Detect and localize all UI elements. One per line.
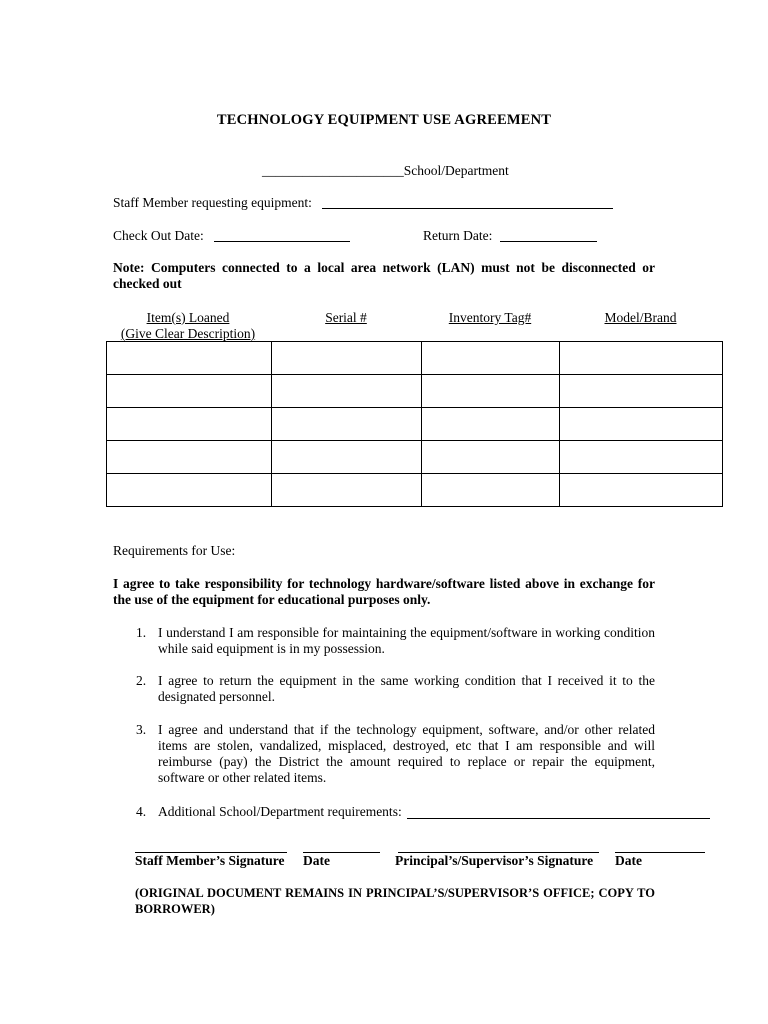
staff-signature-label: Staff Member’s Signature <box>135 853 285 868</box>
return-date-label: Return Date: <box>423 228 493 243</box>
agreement-statement: I agree to take responsibility for technology hardware/software listed above in exchange for the use of the equipment for educational purposes only. <box>113 576 655 607</box>
checkout-date-field[interactable] <box>214 229 350 242</box>
table-cell[interactable] <box>560 375 723 408</box>
staff-member-row <box>113 195 312 211</box>
school-department-label: School/Department <box>403 163 509 178</box>
table-cell[interactable] <box>107 408 272 441</box>
table-cell[interactable] <box>272 342 422 375</box>
school-department-line <box>262 163 509 179</box>
principal-date-label: Date <box>615 853 642 868</box>
table-row <box>107 408 723 441</box>
staff-member-field[interactable] <box>322 196 613 209</box>
table-cell[interactable] <box>272 408 422 441</box>
additional-requirements-field[interactable] <box>407 806 710 819</box>
table-cell[interactable] <box>560 441 723 474</box>
table-cell[interactable] <box>107 441 272 474</box>
equipment-table <box>106 341 723 507</box>
table-cell[interactable] <box>422 474 560 507</box>
lan-note: Note: Computers connected to a local area network (LAN) must not be disconnected or checked out <box>113 260 655 291</box>
staff-date-label: Date <box>303 853 330 868</box>
column-header-model-brand: Model/Brand <box>604 310 677 325</box>
document-footer-note: (ORIGINAL DOCUMENT REMAINS IN PRINCIPAL’S/SUPERVISOR’S OFFICE; COPY TO BORROWER) <box>135 886 655 916</box>
checkout-date-label: Check Out Date: <box>113 228 204 243</box>
return-date-field[interactable] <box>500 229 597 242</box>
staff-member-label: Staff Member requesting equipment: <box>113 195 312 210</box>
table-cell[interactable] <box>560 474 723 507</box>
item-number: 1. <box>136 625 147 640</box>
table-row <box>107 474 723 507</box>
school-department-blank[interactable]: _____________________ <box>262 163 404 178</box>
item-number: 2. <box>136 673 147 688</box>
column-header-serial: Serial # <box>325 310 367 325</box>
table-cell[interactable] <box>272 441 422 474</box>
table-cell[interactable] <box>272 474 422 507</box>
table-row <box>107 375 723 408</box>
table-cell[interactable] <box>422 342 560 375</box>
column-header-items <box>106 310 270 342</box>
table-row <box>107 441 723 474</box>
table-cell[interactable] <box>422 441 560 474</box>
table-cell[interactable] <box>107 342 272 375</box>
table-cell[interactable] <box>107 474 272 507</box>
item-text: I agree to return the equipment in the same working condition that I received it to the designated personnel. <box>158 673 655 704</box>
requirements-heading: Requirements for Use: <box>113 543 236 558</box>
principal-signature-label: Principal’s/Supervisor’s Signature <box>395 853 594 868</box>
item-text: Additional School/Department requirements: <box>158 804 402 819</box>
document-title: TECHNOLOGY EQUIPMENT USE AGREEMENT <box>216 112 552 128</box>
table-cell[interactable] <box>560 408 723 441</box>
table-cell[interactable] <box>422 408 560 441</box>
table-cell[interactable] <box>560 342 723 375</box>
item-number: 4. <box>136 804 147 819</box>
column-header-items-line2: (Give Clear Description) <box>120 326 256 341</box>
item-number: 3. <box>136 722 147 737</box>
item-text: I agree and understand that if the technology equipment, software, and/or other related items are stolen, vandalized, misplaced, destroyed, etc that I am responsible and will reimburse (pay) the District the amount required to replace or repair the equipment, software or other related items. <box>158 722 655 785</box>
table-row <box>107 342 723 375</box>
table-cell[interactable] <box>272 375 422 408</box>
item-text: I understand I am responsible for maintaining the equipment/software in working condition while said equipment is in my possession. <box>158 625 655 656</box>
table-cell[interactable] <box>422 375 560 408</box>
column-header-items-line1: Item(s) Loaned <box>146 310 230 325</box>
table-cell[interactable] <box>107 375 272 408</box>
column-header-inventory-tag: Inventory Tag# <box>448 310 532 325</box>
